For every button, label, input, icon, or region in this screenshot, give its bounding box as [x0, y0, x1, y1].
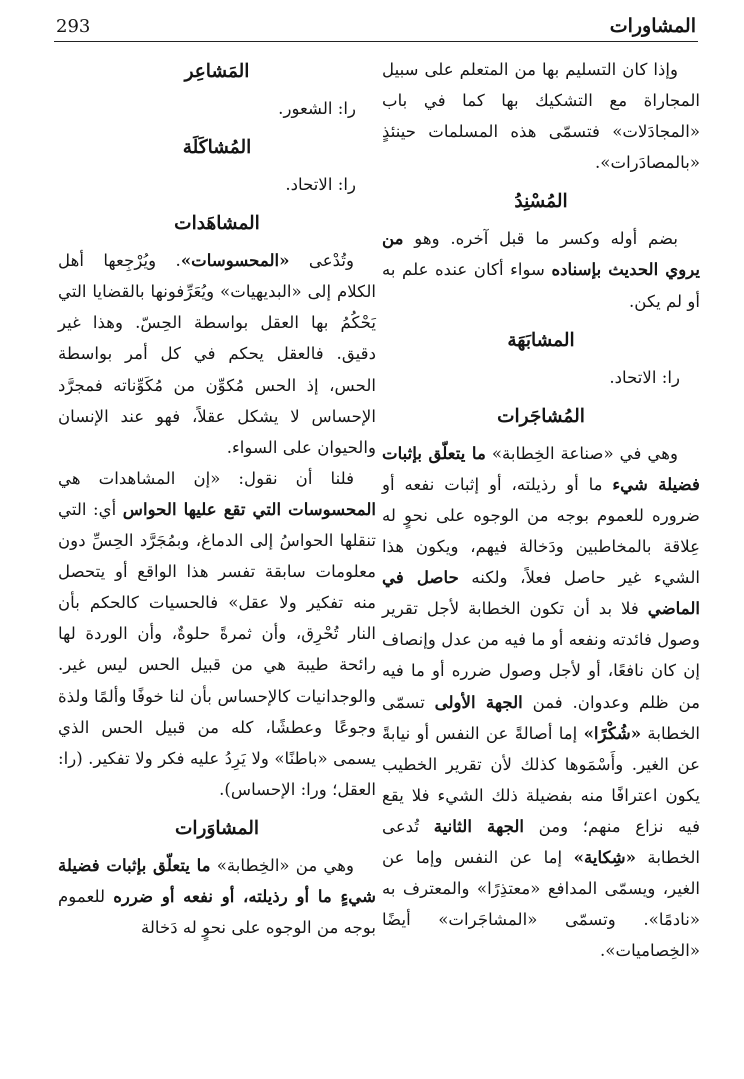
bold-term: «شِكاية»: [573, 846, 636, 867]
entry-body-mushahadat-2: [58, 463, 376, 805]
entry-title-mushakala: المُشاكَلَة: [182, 137, 252, 159]
text-run: فلنا أن نقول: «إن المشاهدات هي: [58, 468, 354, 488]
entry-title-mushabaha: المشابَهَة: [507, 329, 575, 351]
text-run: إما أصالةً عن النفس أو نيابةً عن الغير. وأَسْمَوها كذلك لأن تقرير الخطيب يكون اعترافًا منه بفضيلة ذلك الشيء فلا يقع فيه نزاع منهم؛ ومن: [382, 723, 701, 836]
entry-body-mushajarat: [382, 438, 700, 967]
entry-body-musnad: [382, 223, 700, 316]
cross-reference: را: الشعور.: [278, 99, 356, 118]
header-rule: [54, 41, 698, 42]
right-column: [382, 54, 700, 966]
bold-term: «المحسوسات»: [180, 250, 290, 271]
text-run: إما عن النفس وإما عن الغير، ويسمّى المدافع «معتذِرًا» والمعترف به «نادمًا». وتسمّى «المشاجَرات» أيضًا «الخِصاميات».: [382, 847, 700, 961]
cross-reference: را: الاتحاد.: [285, 175, 356, 195]
page-number: 293: [56, 15, 91, 37]
entry-title-mushajarat: المُشاجَرات: [497, 405, 585, 427]
bold-term: حاصل في الماضي: [382, 567, 700, 619]
text-run: فلا بد أن تكون الخطابة لأجل تقرير وصول فائدته ونفعه أو ما فيه من عدل وإنصاف إن كان نافعًا، أو لأجل وصول ضرره أو ما فيه من ظلم وعدوان. فمن: [382, 599, 700, 712]
bold-term: «شُكْرًا»: [583, 722, 642, 743]
bold-term: المحسوسات التي تقع عليها الحواس: [122, 498, 376, 519]
entry-body-mushawarat: [58, 850, 376, 943]
text-run: وهي في «صناعة الخِطابة»: [485, 443, 678, 463]
text-run: وتُدْعى: [289, 251, 354, 271]
bold-term: الجهة الأولى: [434, 691, 523, 712]
running-title: المشاورات: [609, 15, 696, 37]
bold-term: من يروي الحديث بإسناده: [382, 228, 700, 280]
text-run: وهي من «الخِطابة»: [210, 855, 354, 875]
bold-term: ما يتعلّق بإثبات فضيلة شيء: [382, 442, 700, 494]
text-run: للعموم بوجه من الوجوه على نحوٍ له دَخالة: [58, 886, 376, 938]
left-column: [58, 54, 376, 943]
entry-body-mushahadat-1: [58, 245, 376, 463]
entry-title-mushahadat: المشاهَدات: [174, 213, 260, 235]
text-run: تسمّى الخطابة: [382, 692, 700, 743]
text-run: . ويُرْجِعها أهل الكلام إلى «البديهيات» ويُعَرِّفونها بالقضايا التي يَحْكُمُ بها العقل بواسطة الحِسّ. وهذا غير دقيق. فالعقل يحكم في كل أمر بواسطة الحس، إذ الحس مُكوِّن من مُكَوِّناته فمجرَّد الإحساس لا يشكل عقلاً، فهو عند الإنسان والحيوان على السواء.: [58, 251, 376, 457]
text-run: أي: التي تنقلها الحواسُ إلى الدماغ، وبمُجَرَّد الحِسِّ دون معلومات سابقة تفسر هذا الواقع أو يتحصل منه تفكير ولا عقل» فالحسيات كالحكم بأن النار تُحْرِق، وأن ثمرةً حلوةٌ، وأن الوردة لها رائحة طيبة هي من قبيل الحس ليس غير. والوجدانيات كالإحساس بأن لنا خوفًا وألمًا ولذة وجوعًا وعطشًا، كله من قبيل الحس الذي يسمى «باطنًا» ولا يَرِدُ عليه فكر ولا تفكير. (را: العقل؛ ورا: الإحساس).: [58, 499, 376, 799]
entry-title-mushawarat: المشاوَرات: [174, 817, 260, 839]
running-head: [56, 12, 696, 40]
bold-term: الجهة الثانية: [433, 815, 524, 836]
text-run: تُدعى الخطابة: [382, 816, 700, 867]
text-run: ما أو رذيلته، أو إثبات نفعه أو ضروره للعموم بوجه من الوجوه على نحوٍ له عِلاقة بالمخاطبين ودَخالة فيهم، ويكون هذا الشيء غير حاصل فعلاً، ولكنه: [382, 474, 700, 588]
entry-title-mashair: المَشاعِر: [184, 61, 250, 82]
cross-reference: را: الاتحاد.: [609, 367, 680, 387]
intro-paragraph: وإذا كان التسليم بها من المتعلم على سبيل المجاراة مع التشكيك بها كما في باب «المجادَلات» فتسمّى هذه المسلمات حينئذٍ «بالمصادَرات».: [382, 60, 700, 173]
text-run: سواء أكان عنده علم به أو لم يكن.: [382, 260, 700, 311]
entry-title-musnad: المُسْنِدُ: [514, 191, 568, 213]
text-run: بضم أوله وكسر ما قبل آخره. وهو: [403, 229, 678, 249]
bold-term: ما يتعلّق بإثبات فضيلة شيءٍ ما أو رذيلته، أو نفعه أو ضرره: [58, 854, 376, 906]
